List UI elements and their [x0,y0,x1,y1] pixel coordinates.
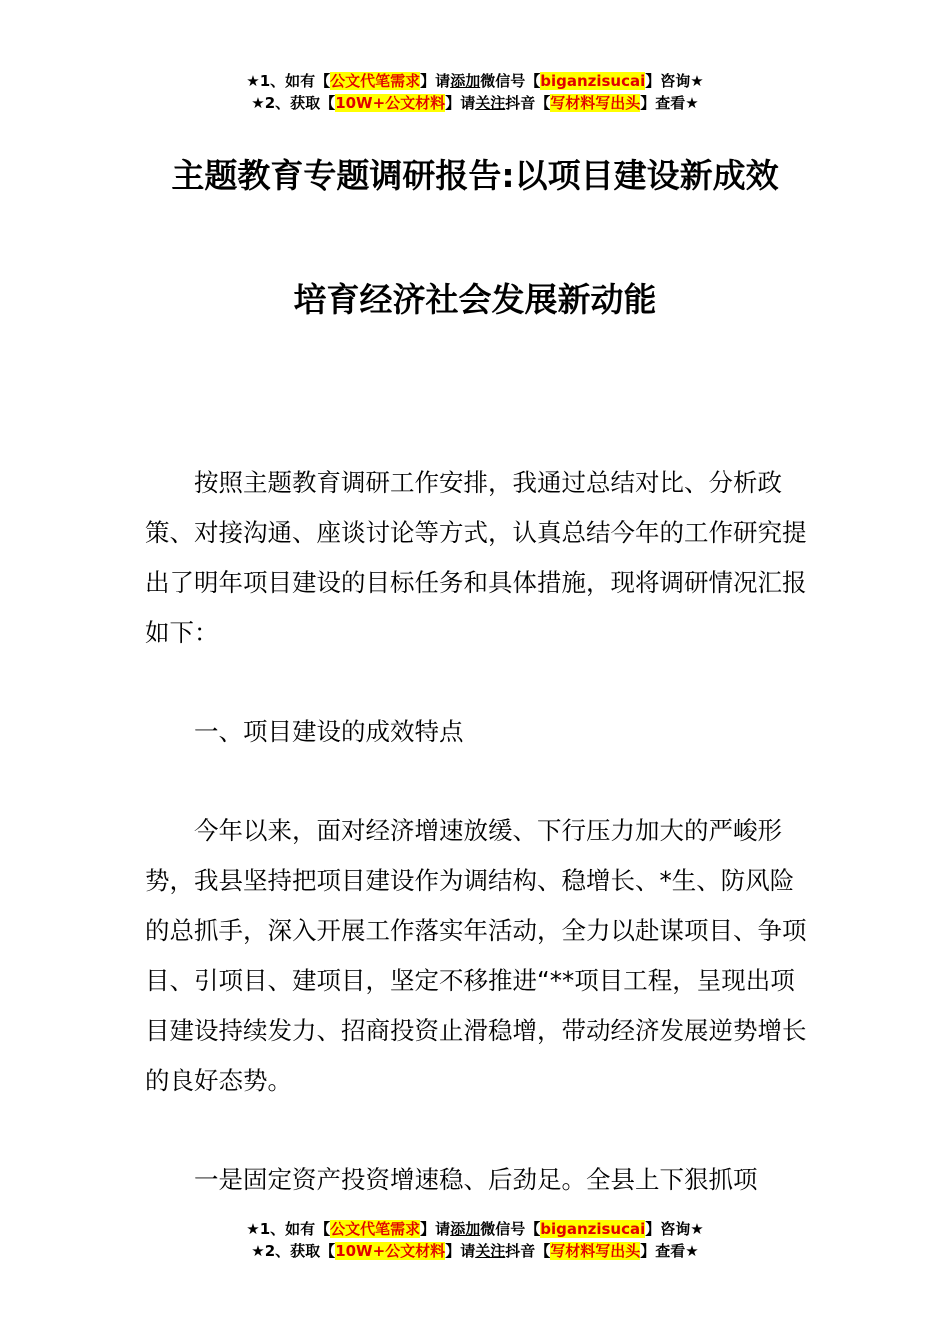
highlight-wechat-id: biganzisucai [540,1220,646,1238]
document-title-line-1: 主题教育专题调研报告:以项目建设新成效 [171,156,779,195]
banner-text: 】请 [420,72,451,90]
banner-line-2 [0,1240,950,1262]
body-paragraph-intro: 按照主题教育调研工作安排，我通过总结对比、分析政策、对接沟通、座谈讨论等方式，认真总结今年的工作研究提出了明年项目建设的目标任务和具体措施，现将调研情况汇报如下： [145,468,807,647]
banner-text: 】查看★ [640,94,699,112]
banner-text: 】咨询★ [645,72,704,90]
highlight-douyin-account: 写材料写出头 [550,1242,641,1260]
banner-text: 微信号【 [480,1220,541,1238]
section-heading: 一、项目建设的成效特点 [194,717,464,746]
body-paragraph-overview: 今年以来，面对经济增速放缓、下行压力加大的严峻形势，我县坚持把项目建设作为调结构、稳增长、*生、防风险的总抓手，深入开展工作落实年活动，全力以赴谋项目、争项目、引项目、建项目，坚定不移推进“**项目工程，呈现出项目建设持续发力、招商投资止滑稳增，带动经济发展逆势增长的良好态势。 [145,816,807,1095]
header-banner [0,70,950,114]
banner-text: 】请 [445,1242,476,1260]
banner-text: 】咨询★ [645,1220,704,1238]
emphasis-add: 添加 [450,72,481,90]
footer-banner [0,1218,950,1262]
banner-text: 】查看★ [640,1242,699,1260]
banner-line-2 [0,92,950,114]
banner-text: 微信号【 [480,72,541,90]
emphasis-follow: 关注 [475,94,506,112]
emphasis-follow: 关注 [475,1242,506,1260]
banner-line-1 [0,70,950,92]
banner-text: 】请 [445,94,476,112]
banner-text: 】请 [420,1220,451,1238]
highlight-materials: 10W+公文材料 [335,94,446,112]
highlight-douyin-account: 写材料写出头 [550,94,641,112]
body-paragraph-point-1: 一是固定资产投资增速稳、后劲足。全县上下狠抓项 [194,1165,758,1194]
banner-text: ★2、获取【 [251,94,336,112]
highlight-materials: 10W+公文材料 [335,1242,446,1260]
document-title-line-2: 培育经济社会发展新动能 [293,280,657,319]
banner-text: 抖音【 [505,1242,551,1260]
banner-text: ★1、如有【 [246,1220,331,1238]
emphasis-add: 添加 [450,1220,481,1238]
banner-line-1 [0,1218,950,1240]
banner-text: ★2、获取【 [251,1242,336,1260]
banner-text: 抖音【 [505,94,551,112]
banner-text: ★1、如有【 [246,72,331,90]
highlight-wechat-id: biganzisucai [540,72,646,90]
highlight-service: 公文代笔需求 [330,1220,421,1238]
highlight-service: 公文代笔需求 [330,72,421,90]
